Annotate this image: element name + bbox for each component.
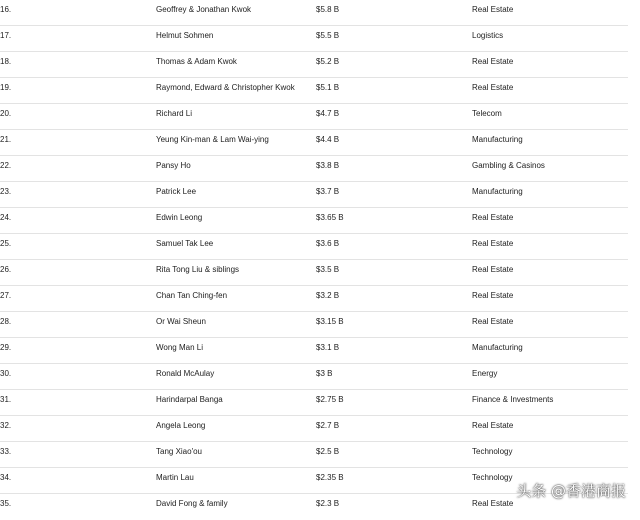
net-worth-cell: $4.4 B xyxy=(316,135,340,144)
name-cell: Raymond, Edward & Christopher Kwok xyxy=(156,83,295,92)
name-cell: Patrick Lee xyxy=(156,187,197,196)
net-worth-cell: $4.7 B xyxy=(316,109,340,118)
industry-cell: Real Estate xyxy=(472,239,514,248)
net-worth-cell: $3.6 B xyxy=(316,239,340,248)
name-cell: Yeung Kin-man & Lam Wai-ying xyxy=(156,135,269,144)
rank-cell: 23. xyxy=(0,187,12,196)
table-row xyxy=(0,338,628,364)
source-watermark: 头条 @香港商报 xyxy=(516,482,626,500)
rank-cell: 28. xyxy=(0,317,12,326)
net-worth-cell: $3.8 B xyxy=(316,161,340,170)
industry-cell: Manufacturing xyxy=(472,343,523,352)
name-cell: Helmut Sohmen xyxy=(156,31,214,40)
name-cell: Or Wai Sheun xyxy=(156,317,206,326)
net-worth-cell: $5.5 B xyxy=(316,31,340,40)
industry-cell: Real Estate xyxy=(472,5,514,14)
rank-cell: 22. xyxy=(0,161,12,170)
name-cell: Pansy Ho xyxy=(156,161,191,170)
name-cell: Richard Li xyxy=(156,109,193,118)
net-worth-cell: $2.75 B xyxy=(316,395,344,404)
name-cell: Harindarpal Banga xyxy=(156,395,223,404)
industry-cell: Technology xyxy=(472,473,513,482)
industry-cell: Real Estate xyxy=(472,421,514,430)
net-worth-cell: $3.65 B xyxy=(316,213,344,222)
table-row xyxy=(0,286,628,312)
rank-cell: 21. xyxy=(0,135,12,144)
industry-cell: Real Estate xyxy=(472,291,514,300)
net-worth-cell: $3.15 B xyxy=(316,317,344,326)
rank-cell: 24. xyxy=(0,213,12,222)
name-cell: Tang Xiao'ou xyxy=(156,447,203,456)
industry-cell: Telecom xyxy=(472,109,502,118)
rank-cell: 19. xyxy=(0,83,12,92)
table-row xyxy=(0,130,628,156)
net-worth-cell: $3.1 B xyxy=(316,343,340,352)
name-cell: Wong Man Li xyxy=(156,343,203,352)
industry-cell: Logistics xyxy=(472,31,504,40)
name-cell: Edwin Leong xyxy=(156,213,203,222)
table-row xyxy=(0,0,628,26)
net-worth-cell: $5.1 B xyxy=(316,83,340,92)
net-worth-cell: $5.2 B xyxy=(316,57,340,66)
industry-cell: Manufacturing xyxy=(472,135,523,144)
table-row xyxy=(0,182,628,208)
net-worth-cell: $3.7 B xyxy=(316,187,340,196)
name-cell: Thomas & Adam Kwok xyxy=(156,57,237,66)
rank-cell: 20. xyxy=(0,109,12,118)
net-worth-cell: $2.3 B xyxy=(316,499,340,508)
net-worth-cell: $3.5 B xyxy=(316,265,340,274)
name-cell: Martin Lau xyxy=(156,473,194,482)
industry-cell: Real Estate xyxy=(472,265,514,274)
rank-cell: 33. xyxy=(0,447,12,456)
industry-cell: Manufacturing xyxy=(472,187,523,196)
rank-cell: 16. xyxy=(0,5,12,14)
rank-cell: 34. xyxy=(0,473,12,482)
net-worth-cell: $2.7 B xyxy=(316,421,340,430)
industry-cell: Real Estate xyxy=(472,499,514,508)
table-row xyxy=(0,260,628,286)
net-worth-cell: $2.5 B xyxy=(316,447,340,456)
table-row xyxy=(0,234,628,260)
rank-cell: 35. xyxy=(0,499,12,508)
name-cell: Chan Tan Ching-fen xyxy=(156,291,228,300)
table-row xyxy=(0,208,628,234)
industry-cell: Technology xyxy=(472,447,513,456)
rank-cell: 31. xyxy=(0,395,12,404)
net-worth-cell: $5.8 B xyxy=(316,5,340,14)
table-row xyxy=(0,156,628,182)
rank-cell: 30. xyxy=(0,369,12,378)
industry-cell: Real Estate xyxy=(472,213,514,222)
table-row xyxy=(0,52,628,78)
industry-cell: Energy xyxy=(472,369,498,378)
rank-cell: 26. xyxy=(0,265,12,274)
table-row xyxy=(0,364,628,390)
name-cell: Ronald McAulay xyxy=(156,369,215,378)
name-cell: Geoffrey & Jonathan Kwok xyxy=(156,5,252,14)
table-row xyxy=(0,312,628,338)
table-row xyxy=(0,442,628,468)
rank-cell: 27. xyxy=(0,291,12,300)
name-cell: Rita Tong Liu & siblings xyxy=(156,265,240,274)
industry-cell: Real Estate xyxy=(472,317,514,326)
rank-cell: 25. xyxy=(0,239,12,248)
name-cell: Angela Leong xyxy=(156,421,206,430)
table-row xyxy=(0,390,628,416)
table-row xyxy=(0,416,628,442)
net-worth-cell: $2.35 B xyxy=(316,473,344,482)
industry-cell: Gambling & Casinos xyxy=(472,161,545,170)
table-row xyxy=(0,104,628,130)
name-cell: Samuel Tak Lee xyxy=(156,239,214,248)
industry-cell: Real Estate xyxy=(472,83,514,92)
industry-cell: Real Estate xyxy=(472,57,514,66)
rank-cell: 17. xyxy=(0,31,12,40)
industry-cell: Finance & Investments xyxy=(472,395,554,404)
table-row xyxy=(0,26,628,52)
name-cell: David Fong & family xyxy=(156,499,228,508)
rank-cell: 32. xyxy=(0,421,12,430)
rank-cell: 18. xyxy=(0,57,12,66)
rank-cell: 29. xyxy=(0,343,12,352)
net-worth-cell: $3 B xyxy=(316,369,333,378)
net-worth-cell: $3.2 B xyxy=(316,291,340,300)
table-row xyxy=(0,78,628,104)
